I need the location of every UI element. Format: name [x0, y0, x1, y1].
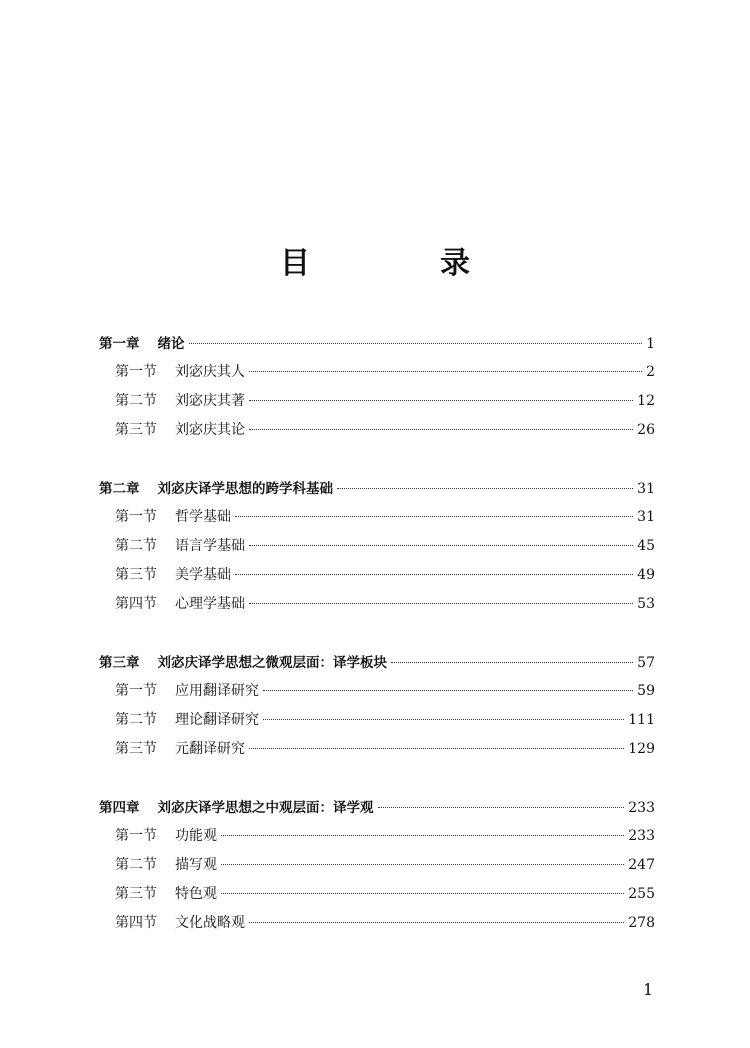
toc-entry-section[interactable] — [99, 854, 655, 883]
page-number: 278 — [628, 915, 655, 931]
table-of-contents — [99, 332, 655, 970]
toc-entry-section[interactable] — [99, 680, 655, 709]
chapter-title: 刘宓庆译学思想之微观层面：译学板块 — [157, 655, 387, 671]
page-number: 233 — [628, 828, 655, 844]
section-title: 文化战略观 — [175, 915, 245, 931]
page-number: 59 — [637, 683, 655, 699]
section-number: 第一节 — [115, 509, 157, 525]
section-number: 第三节 — [115, 422, 157, 438]
page-number: 233 — [628, 800, 655, 816]
dot-leader — [249, 429, 633, 430]
chapter-number: 第三章 — [99, 655, 140, 671]
section-title: 刘宓庆其人 — [175, 364, 245, 380]
toc-entry-section[interactable] — [99, 419, 655, 448]
dot-leader — [249, 922, 624, 923]
chapter-2 — [99, 477, 655, 622]
section-number: 第一节 — [115, 828, 157, 844]
page-number: 247 — [628, 857, 655, 873]
section-number: 第二节 — [115, 538, 157, 554]
page-number: 129 — [628, 741, 655, 757]
chapter-3 — [99, 651, 655, 767]
toc-entry-section[interactable] — [99, 564, 655, 593]
section-title: 语言学基础 — [175, 538, 245, 554]
dot-leader — [249, 400, 633, 401]
page-folio: 1 — [643, 980, 654, 999]
toc-entry-chapter[interactable] — [99, 477, 655, 506]
page-number: 111 — [628, 712, 655, 728]
page-number: 2 — [646, 364, 655, 380]
dot-leader — [249, 371, 642, 372]
page-number: 31 — [637, 509, 655, 525]
chapter-number: 第二章 — [99, 481, 140, 497]
dot-leader — [263, 719, 624, 720]
dot-leader — [378, 807, 625, 808]
toc-entry-section[interactable] — [99, 825, 655, 854]
page-title: 目 录 — [280, 246, 520, 281]
page-number: 53 — [637, 596, 655, 612]
toc-entry-section[interactable] — [99, 738, 655, 767]
section-title: 心理学基础 — [175, 596, 245, 612]
dot-leader — [189, 343, 643, 344]
chapter-title: 绪论 — [157, 336, 185, 352]
section-title: 美学基础 — [175, 567, 231, 583]
dot-leader — [391, 662, 633, 663]
section-title: 哲学基础 — [175, 509, 231, 525]
toc-entry-section[interactable] — [99, 709, 655, 738]
dot-leader — [249, 603, 633, 604]
toc-entry-chapter[interactable] — [99, 651, 655, 680]
section-number: 第三节 — [115, 567, 157, 583]
section-number: 第二节 — [115, 712, 157, 728]
page-number: 45 — [637, 538, 655, 554]
section-number: 第三节 — [115, 741, 157, 757]
chapter-number: 第四章 — [99, 800, 140, 816]
toc-entry-section[interactable] — [99, 390, 655, 419]
section-title: 理论翻译研究 — [175, 712, 259, 728]
toc-entry-section[interactable] — [99, 883, 655, 912]
section-number: 第四节 — [115, 915, 157, 931]
section-number: 第二节 — [115, 393, 157, 409]
section-number: 第四节 — [115, 596, 157, 612]
dot-leader — [263, 690, 633, 691]
page-number: 255 — [628, 886, 655, 902]
dot-leader — [249, 545, 633, 546]
dot-leader — [221, 835, 624, 836]
section-number: 第三节 — [115, 886, 157, 902]
section-number: 第一节 — [115, 364, 157, 380]
section-title: 刘宓庆其著 — [175, 393, 245, 409]
page-number: 49 — [637, 567, 655, 583]
toc-entry-section[interactable] — [99, 361, 655, 390]
toc-entry-section[interactable] — [99, 506, 655, 535]
dot-leader — [249, 748, 624, 749]
page-number: 31 — [637, 481, 655, 497]
dot-leader — [221, 893, 624, 894]
toc-entry-section[interactable] — [99, 593, 655, 622]
chapter-number: 第一章 — [99, 336, 140, 352]
section-number: 第二节 — [115, 857, 157, 873]
chapter-4 — [99, 796, 655, 941]
dot-leader — [337, 488, 633, 489]
section-title: 刘宓庆其论 — [175, 422, 245, 438]
page-number: 26 — [637, 422, 655, 438]
page-number: 1 — [646, 336, 655, 352]
chapter-1 — [99, 332, 655, 448]
page-number: 57 — [637, 655, 655, 671]
toc-entry-chapter[interactable] — [99, 796, 655, 825]
toc-entry-chapter[interactable] — [99, 332, 655, 361]
section-title: 元翻译研究 — [175, 741, 245, 757]
section-title: 特色观 — [175, 886, 217, 902]
chapter-title: 刘宓庆译学思想的跨学科基础 — [157, 481, 333, 497]
section-title: 描写观 — [175, 857, 217, 873]
dot-leader — [235, 516, 633, 517]
page-number: 12 — [637, 393, 655, 409]
section-title: 应用翻译研究 — [175, 683, 259, 699]
dot-leader — [221, 864, 624, 865]
toc-entry-section[interactable] — [99, 912, 655, 941]
section-number: 第一节 — [115, 683, 157, 699]
dot-leader — [235, 574, 633, 575]
section-title: 功能观 — [175, 828, 217, 844]
toc-entry-section[interactable] — [99, 535, 655, 564]
chapter-title: 刘宓庆译学思想之中观层面：译学观 — [157, 800, 374, 816]
